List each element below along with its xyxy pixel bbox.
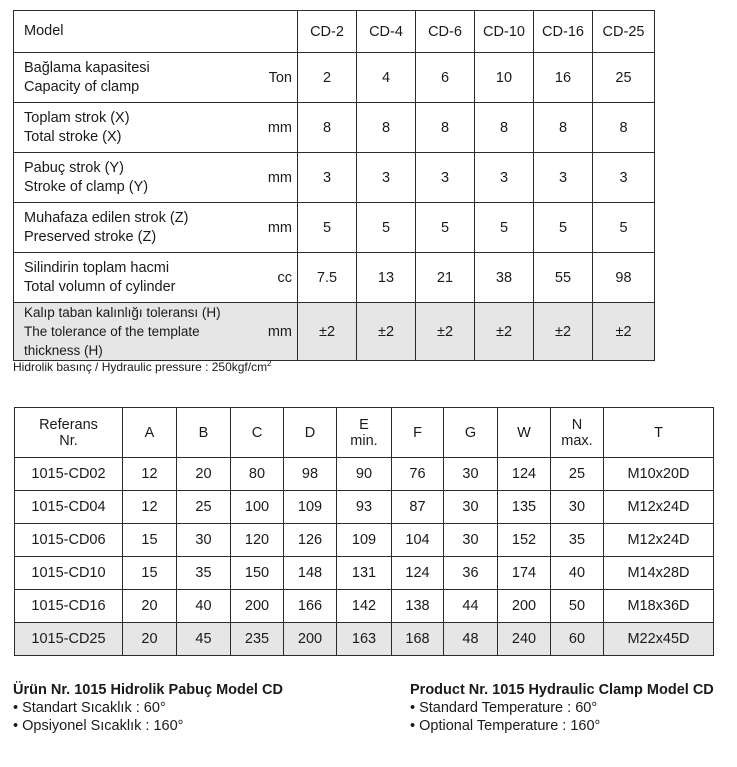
- ref-value: 150: [231, 557, 284, 590]
- spec-column-header: CD-4: [357, 11, 416, 53]
- spec-value: 3: [298, 153, 357, 203]
- ref-value: 200: [498, 590, 551, 623]
- spec-value: 55: [534, 253, 593, 303]
- spec-value: 21: [416, 253, 475, 303]
- spec-unit: mm: [256, 103, 298, 153]
- label-english: Total volumn of cylinder: [24, 278, 176, 295]
- ref-column-header: [392, 408, 444, 458]
- header-line-2: max.: [561, 432, 593, 449]
- spec-value: 7.5: [298, 253, 357, 303]
- spec-value: 5: [593, 203, 655, 253]
- header-line-1: C: [251, 424, 263, 441]
- spec-unit: mm: [256, 303, 298, 361]
- ref-value: 35: [177, 557, 231, 590]
- spec-value: 8: [475, 103, 534, 153]
- ref-column-header: [231, 408, 284, 458]
- spec-value: 38: [475, 253, 534, 303]
- ref-column-header: [498, 408, 551, 458]
- header-line-1: F: [413, 424, 422, 441]
- spec-value: 13: [357, 253, 416, 303]
- ref-value: 104: [392, 524, 444, 557]
- label-english: Preserved stroke (Z): [24, 228, 157, 245]
- ref-column-header: [337, 408, 392, 458]
- label-turkish: Bağlama kapasitesi: [24, 59, 150, 76]
- ref-value: 20: [123, 623, 177, 656]
- ref-number: 1015-CD25: [15, 623, 123, 656]
- ref-value: 48: [444, 623, 498, 656]
- ref-value: 120: [231, 524, 284, 557]
- header-line-2: min.: [350, 432, 378, 449]
- spec-value: 4: [357, 53, 416, 103]
- spec-row: [14, 153, 655, 203]
- label-english: Total stroke (X): [24, 128, 122, 145]
- ref-value: 30: [551, 491, 604, 524]
- ref-value: M12x24D: [604, 491, 714, 524]
- ref-value: 25: [177, 491, 231, 524]
- ref-value: 93: [337, 491, 392, 524]
- label-english: Stroke of clamp (Y): [24, 178, 149, 195]
- ref-value: M12x24D: [604, 524, 714, 557]
- spec-value: 8: [534, 103, 593, 153]
- ref-column-header: [177, 408, 231, 458]
- ref-value: 87: [392, 491, 444, 524]
- ref-number: 1015-CD16: [15, 590, 123, 623]
- ref-column-header: [15, 408, 123, 458]
- ref-row: [15, 524, 714, 557]
- spec-value: ±2: [298, 303, 357, 361]
- standard-temp-tr: • Standart Sıcaklık : 60°: [13, 700, 166, 716]
- ref-value: 30: [177, 524, 231, 557]
- spec-value: 6: [416, 53, 475, 103]
- spec-row: [14, 303, 655, 361]
- spec-value: 5: [416, 203, 475, 253]
- ref-number: 1015-CD10: [15, 557, 123, 590]
- ref-value: 80: [231, 458, 284, 491]
- ref-value: 45: [177, 623, 231, 656]
- ref-value: 124: [392, 557, 444, 590]
- spec-value: 16: [534, 53, 593, 103]
- ref-value: 60: [551, 623, 604, 656]
- ref-value: 40: [551, 557, 604, 590]
- ref-number: 1015-CD04: [15, 491, 123, 524]
- ref-column-header: [123, 408, 177, 458]
- standard-temp-en: • Standard Temperature : 60°: [410, 700, 598, 716]
- spec-value: 5: [298, 203, 357, 253]
- ref-value: 12: [123, 491, 177, 524]
- ref-number: 1015-CD06: [15, 524, 123, 557]
- ref-row: [15, 590, 714, 623]
- ref-value: 124: [498, 458, 551, 491]
- optional-temp-en: • Optional Temperature : 160°: [410, 718, 601, 734]
- ref-value: 90: [337, 458, 392, 491]
- header-line-1: A: [144, 424, 155, 441]
- label-turkish: Muhafaza edilen strok (Z): [24, 209, 189, 226]
- ref-value: 30: [444, 524, 498, 557]
- product-title-en: Product Nr. 1015 Hydraulic Clamp Model CD: [410, 682, 714, 698]
- spec-table: [13, 10, 655, 361]
- ref-row: [15, 458, 714, 491]
- ref-value: 109: [337, 524, 392, 557]
- ref-value: M22x45D: [604, 623, 714, 656]
- ref-value: 142: [337, 590, 392, 623]
- header-line-2: Nr.: [59, 432, 78, 449]
- ref-column-header: [444, 408, 498, 458]
- ref-row: [15, 491, 714, 524]
- spec-value: ±2: [357, 303, 416, 361]
- spec-column-header: CD-6: [416, 11, 475, 53]
- spec-column-header: CD-16: [534, 11, 593, 53]
- spec-row-label: [14, 203, 256, 253]
- spec-column-header: CD-2: [298, 11, 357, 53]
- spec-row-label: [14, 303, 256, 361]
- spec-header-row: [14, 11, 655, 53]
- spec-value: 3: [593, 153, 655, 203]
- pressure-note: Hidrolik basınç / Hydraulic pressure : $250kgf/cm^2$: [13, 359, 272, 374]
- spec-value: 8: [593, 103, 655, 153]
- spec-value: 10: [475, 53, 534, 103]
- spec-unit: cc: [256, 253, 298, 303]
- ref-number: 1015-CD02: [15, 458, 123, 491]
- header-line-1: D: [304, 424, 316, 441]
- ref-value: 30: [444, 458, 498, 491]
- footer-turkish: [13, 681, 283, 735]
- spec-row: [14, 253, 655, 303]
- ref-column-header: [551, 408, 604, 458]
- optional-temp-tr: • Opsiyonel Sıcaklık : 160°: [13, 718, 184, 734]
- ref-value: 76: [392, 458, 444, 491]
- ref-value: 148: [284, 557, 337, 590]
- ref-value: 98: [284, 458, 337, 491]
- ref-value: 168: [392, 623, 444, 656]
- spec-row-label: [14, 103, 256, 153]
- ref-value: 12: [123, 458, 177, 491]
- header-line-1: B: [198, 424, 209, 441]
- header-line-1: T: [654, 424, 663, 441]
- ref-column-header: [604, 408, 714, 458]
- ref-column-header: [284, 408, 337, 458]
- ref-value: 35: [551, 524, 604, 557]
- ref-value: 240: [498, 623, 551, 656]
- spec-value: ±2: [593, 303, 655, 361]
- spec-row: [14, 203, 655, 253]
- ref-value: 40: [177, 590, 231, 623]
- label-english: The tolerance of the template thickness (H): [24, 324, 200, 358]
- ref-header-row: [15, 408, 714, 458]
- ref-row: [15, 557, 714, 590]
- ref-value: 200: [231, 590, 284, 623]
- ref-value: 138: [392, 590, 444, 623]
- spec-row-label: [14, 53, 256, 103]
- ref-value: 152: [498, 524, 551, 557]
- ref-value: 50: [551, 590, 604, 623]
- spec-value: 8: [416, 103, 475, 153]
- header-line-1: G: [464, 424, 477, 441]
- ref-value: 235: [231, 623, 284, 656]
- spec-value: 3: [475, 153, 534, 203]
- ref-value: 166: [284, 590, 337, 623]
- spec-unit: mm: [256, 153, 298, 203]
- spec-row: [14, 53, 655, 103]
- spec-row-label: [14, 253, 256, 303]
- spec-unit: mm: [256, 203, 298, 253]
- spec-value: ±2: [475, 303, 534, 361]
- ref-value: 100: [231, 491, 284, 524]
- ref-value: 200: [284, 623, 337, 656]
- ref-value: 131: [337, 557, 392, 590]
- spec-value: 2: [298, 53, 357, 103]
- spec-model-header: Model: [14, 11, 298, 53]
- spec-unit: Ton: [256, 53, 298, 103]
- spec-value: 3: [416, 153, 475, 203]
- ref-value: 25: [551, 458, 604, 491]
- label-english: Capacity of clamp: [24, 78, 140, 95]
- spec-value: 3: [534, 153, 593, 203]
- ref-value: 30: [444, 491, 498, 524]
- header-line-1: E: [359, 416, 369, 433]
- spec-row: [14, 103, 655, 153]
- spec-value: 8: [357, 103, 416, 153]
- ref-value: 15: [123, 524, 177, 557]
- spec-value: 5: [357, 203, 416, 253]
- spec-value: 5: [475, 203, 534, 253]
- ref-value: 126: [284, 524, 337, 557]
- header-line-1: W: [517, 424, 531, 441]
- ref-value: M14x28D: [604, 557, 714, 590]
- ref-value: 44: [444, 590, 498, 623]
- spec-value: 8: [298, 103, 357, 153]
- label-turkish: Silindirin toplam hacmi: [24, 259, 170, 276]
- label-turkish: Toplam strok (X): [24, 109, 130, 126]
- ref-value: 20: [123, 590, 177, 623]
- spec-value: 5: [534, 203, 593, 253]
- spec-value: 25: [593, 53, 655, 103]
- ref-value: 20: [177, 458, 231, 491]
- ref-value: 135: [498, 491, 551, 524]
- spec-column-header: CD-10: [475, 11, 534, 53]
- ref-value: 109: [284, 491, 337, 524]
- spec-column-header: CD-25: [593, 11, 655, 53]
- product-title-tr: Ürün Nr. 1015 Hidrolik Pabuç Model CD: [13, 682, 283, 698]
- header-line-1: Referans: [39, 416, 98, 433]
- ref-value: 36: [444, 557, 498, 590]
- spec-value: 3: [357, 153, 416, 203]
- reference-table: [14, 407, 714, 656]
- footer-english: [410, 681, 714, 735]
- ref-row: [15, 623, 714, 656]
- spec-value: 98: [593, 253, 655, 303]
- ref-value: M10x20D: [604, 458, 714, 491]
- spec-value: ±2: [416, 303, 475, 361]
- header-line-1: N: [571, 416, 583, 433]
- ref-value: M18x36D: [604, 590, 714, 623]
- ref-value: 163: [337, 623, 392, 656]
- ref-value: 174: [498, 557, 551, 590]
- spec-row-label: [14, 153, 256, 203]
- label-turkish: Kalıp taban kalınlığı toleransı (H): [24, 305, 221, 320]
- spec-value: ±2: [534, 303, 593, 361]
- ref-value: 15: [123, 557, 177, 590]
- label-turkish: Pabuç strok (Y): [24, 159, 124, 176]
